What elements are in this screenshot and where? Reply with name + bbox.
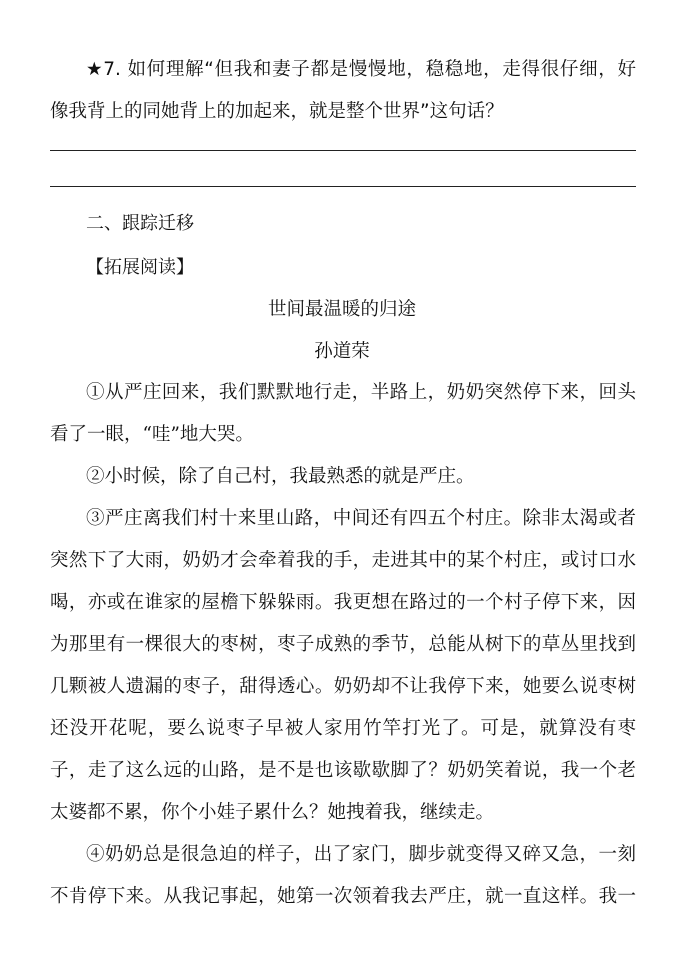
paragraph-line: 看了一眼，“哇”地大哭。 (50, 424, 254, 445)
paragraph-line: 喝，亦或在谁家的屋檐下躲躲雨。我更想在路过的一个村子停下来，因 (50, 592, 636, 613)
section-subtitle: 【拓展阅读】 (86, 257, 194, 278)
paragraph-line: ④奶奶总是很急迫的样子，出了家门，脚步就变得又碎又急，一刻 (86, 844, 636, 865)
paragraph-line: 还没开花呢，要么说枣子早被人家用竹竿打光了。可是，就算没有枣 (50, 718, 636, 739)
article-title: 世间最温暖的归途 (267, 299, 416, 320)
paragraph-line: ③严庄离我们村十来里山路，中间还有四五个村庄。除非太渴或者 (86, 508, 636, 529)
question-line-2: 像我背上的同她背上的加起来，就是整个世界”这句话？ (50, 101, 504, 122)
paragraph-line: 为那里有一棵很大的枣树，枣子成熟的季节，总能从树下的草丛里找到 (50, 634, 636, 655)
paragraph-line: 不肯停下来。从我记事起，她第一次领着我去严庄，就一直这样。我一 (50, 886, 636, 907)
section-title: 二、跟踪迁移 (86, 213, 194, 234)
paragraph-line: 突然下了大雨，奶奶才会牵着我的手，走进其中的某个村庄，或讨口水 (50, 550, 636, 571)
paragraph-line: ①从严庄回来，我们默默地行走，半路上，奶奶突然停下来，回头 (86, 382, 636, 403)
paragraph-line: ②小时候，除了自己村，我最熟悉的就是严庄。 (86, 466, 475, 487)
paragraph-line: 子，走了这么远的山路，是不是也该歇歇脚了？奶奶笑着说，我一个老 (50, 760, 636, 781)
question-line-1: ★7. 如何理解“但我和妻子都是慢慢地，稳稳地，走得很仔细，好 (86, 59, 636, 80)
answer-line-1[interactable] (50, 150, 636, 151)
paragraph-line: 太婆都不累，你个小娃子累什么？她拽着我，继续走。 (50, 802, 495, 823)
answer-line-2[interactable] (50, 186, 636, 187)
article-author: 孙道荣 (314, 341, 370, 362)
paragraph-line: 几颗被人遗漏的枣子，甜得透心。奶奶却不让我停下来，她要么说枣树 (50, 676, 636, 697)
